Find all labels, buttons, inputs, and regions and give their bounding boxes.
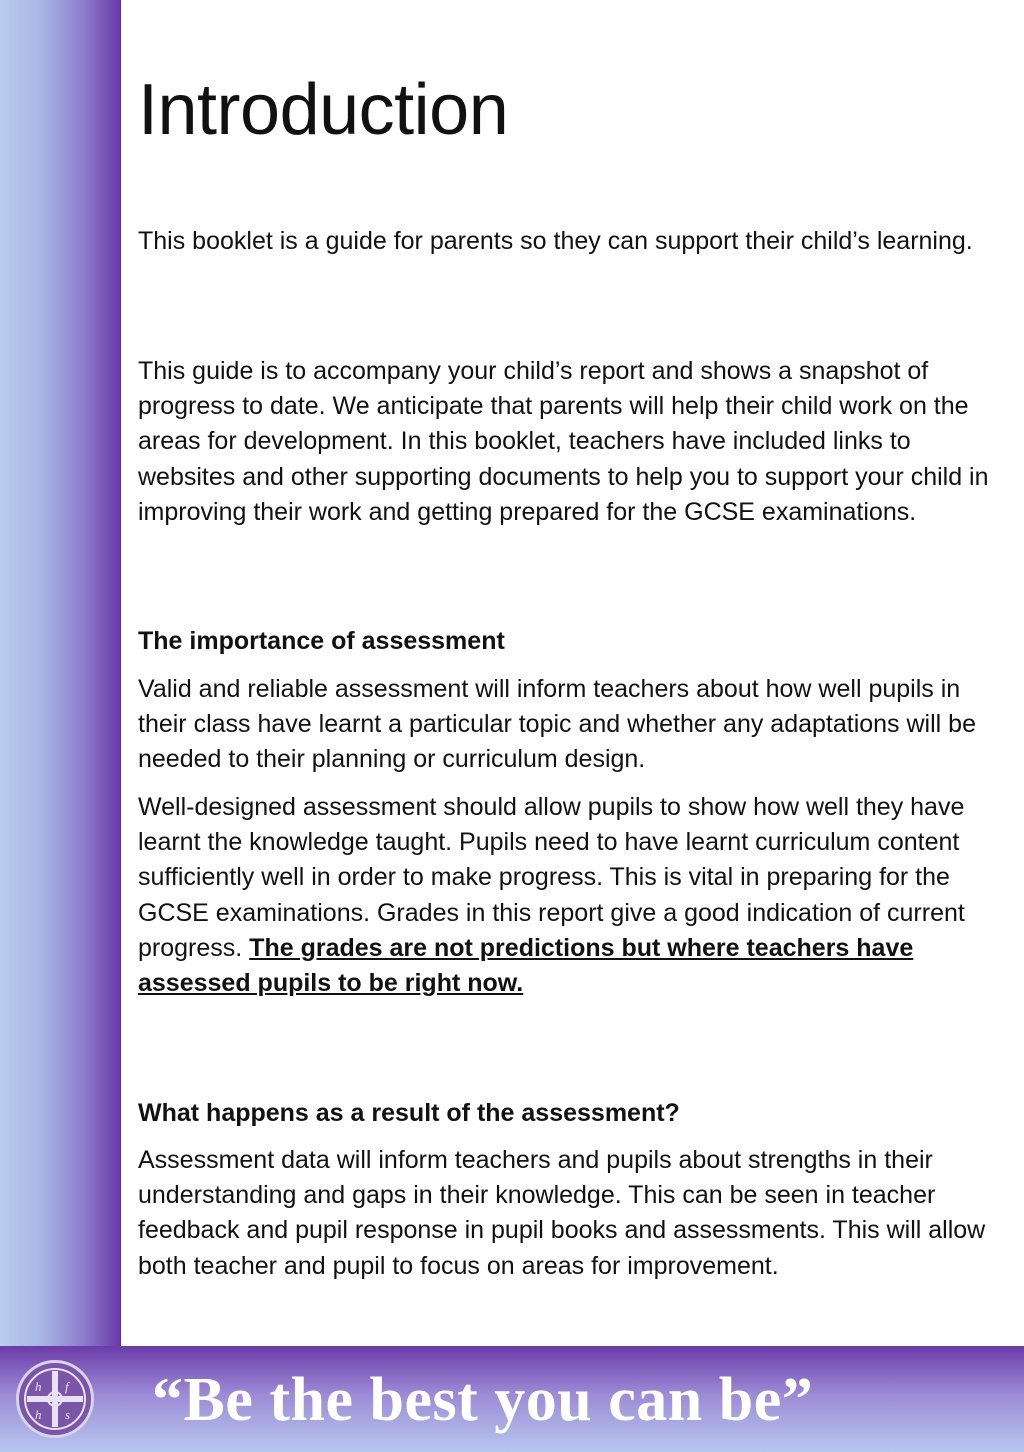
crest-letter-3: h (35, 1407, 42, 1422)
result-paragraph: Assessment data will inform teachers and pupils about strengths in their understanding and gaps in their knowledge. This can be seen in teacher feedback and pupil response in pupil books and assessments. This will allow both teacher and pupil to focus on areas for improvement. (138, 1146, 986, 1280)
assessment-paragraph-1: Valid and reliable assessment will inform teachers about how well pupils in their class have learnt a particular topic and whether any adaptations will be needed to their planning or curriculum design. (138, 675, 976, 774)
section-heading-assessment: The importance of assessment (138, 627, 505, 655)
left-decorative-bar (0, 0, 121, 1346)
assessment-paragraph-2 (138, 790, 1008, 1001)
footer-motto: “Be the best you can be” (152, 1366, 814, 1434)
crest-letter-4: s (65, 1407, 71, 1422)
section-heading-result: What happens as a result of the assessment? (138, 1099, 680, 1127)
crest-letter-2: f (65, 1379, 69, 1394)
footer-banner (0, 1346, 1024, 1452)
page-title: Introduction (138, 70, 509, 150)
school-crest-icon (16, 1360, 94, 1438)
crest-letter-1: h (35, 1379, 42, 1394)
intro-paragraph-2: This guide is to accompany your child’s report and shows a snapshot of progress to date. We anticipate that parents will help their child work on the areas for development. In this booklet, teachers have included links to websites and other supporting documents to help you to support your child in improving their work and getting prepared for the GCSE examinations. (138, 357, 989, 526)
grades-emphasis-text: The grades are not predictions but where teachers have assessed pupils to be right now. (138, 933, 914, 998)
assessment-paragraph-2-text: Well-designed assessment should allow pupils to show how well they have learnt the knowledge taught. Pupils need to have learnt curriculum content sufficiently well in order to make progress. This is vital in preparing for the GCSE examinations. Grades in this report give a good indication of current progress. (138, 793, 965, 962)
intro-paragraph-1: This booklet is a guide for parents so they can support their child’s learning. (138, 227, 973, 255)
